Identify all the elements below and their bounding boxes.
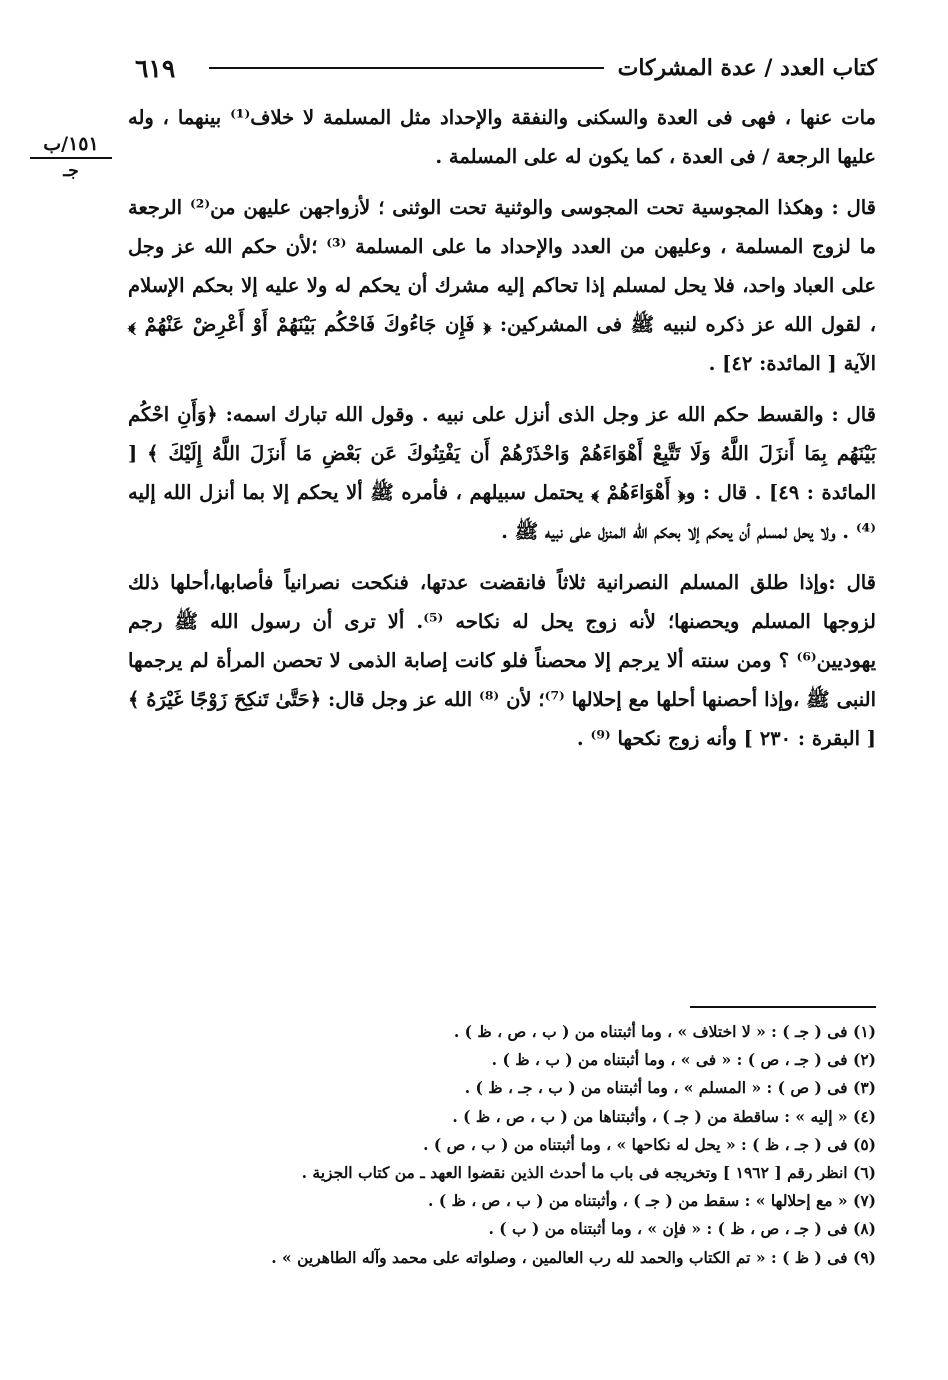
footnote: (١) فى ( جـ ) : « لا اختلاف » ، وما أثبتناه من ( ب ، ص ، ظ ) .	[453, 1022, 876, 1041]
paragraph-3	[128, 395, 876, 551]
footnote: (٣) فى ( ص ) : « المسلم » ، وما أثبتناه من ( ب ، جـ ، ظ ) .	[464, 1078, 876, 1098]
paragraph-lead: قال :	[831, 403, 876, 426]
footnote: (٦) انظر رقم [ ١٩٦٢ ] وتخريجه فى باب ما أحدث الذين نقضوا العهد ـ من كتاب الجزية .	[301, 1163, 876, 1183]
footnote-separator	[690, 1006, 876, 1008]
page-number: ٦١٩	[135, 53, 176, 83]
header-rule	[209, 67, 604, 69]
main-text	[128, 98, 876, 770]
paragraph-1	[128, 98, 876, 176]
margin-folio: ١٥١/ب	[30, 133, 112, 159]
margin-manuscript-siglum: جـ	[63, 161, 79, 181]
footnote: (٧) « مع إحلالها » : سقط من ( جـ ) ، وأثبتناه من ( ب ، ص ، ظ ) .	[428, 1191, 876, 1211]
paragraph-lead: قال :	[831, 196, 877, 219]
paragraph-4	[128, 563, 876, 758]
paragraph-text: وهكذا المجوسية تحت المجوسى والوثنية تحت الوثنى ؛ لأزواجهن عليهن من⁽²⁾ الرجعة ما لزوج المسلمة ، وعليهن من العدد والإحداد ما على المسلمة ⁽³⁾ ؛لأن حكم الله عز وجل على العباد واحد، فلا يحل لمسلم إذا تحاكم إليه مشرك أن يحكم له ولا عليه إلا بحكم الإسلام ، لقول الله عز ذكره لنبيه ﷺ فى المشركين: ﴿ فَإِن جَاءُوكَ فَاحْكُم بَيْنَهُمْ أَوْ أَعْرِضْ عَنْهُمْ ﴾ الآية [ المائدة: ٤٢] .	[128, 196, 876, 375]
footnotes	[128, 1018, 876, 1272]
footnote: (٤) « إليه » : ساقطة من ( جـ ) ، وأثبتناها من ( ب ، ص ، ظ ) .	[452, 1106, 876, 1126]
running-title: كتاب العدد / عدة المشركات	[617, 55, 877, 81]
paragraph-2	[128, 188, 876, 383]
paragraph-text: وإذا طلق المسلم النصرانية ثلاثاً فانقضت عدتها، فنكحت نصرانياً فأصابها،أحلها ذلك لزوجها المسلم ويحصنها؛ لأنه زوج يحل له نكاحه ⁽⁵⁾. ألا ترى أن رسول الله ﷺ رجم يهوديين⁽⁶⁾ ؟ ومن سنته ألا يرجم إلا محصناً فلو كانت إصابة الذمى لا تحصن المرأة لم يرجمها النبى ﷺ ،وإذا أحصنها أحلها مع إحلالها ⁽⁷⁾؛ لأن ⁽⁸⁾ الله عز وجل قال: ﴿حَتَّىٰ تَنكِحَ زَوْجًا غَيْرَهُ ﴾ [ البقرة : ٢٣٠ ] وأنه زوج نكحها ⁽⁹⁾ .	[128, 571, 876, 750]
footnote: (٢) فى ( جـ ، ص ) : « فى » ، وما أثبتناه من ( ب ، ظ ) .	[491, 1050, 876, 1070]
footnote: (٩) فى ( ظ ) : « تم الكتاب والحمد لله رب العالمين ، وصلواته على محمد وآله الطاهرين » .	[271, 1247, 876, 1267]
paragraph-lead: قال :	[828, 571, 876, 594]
paragraph-text: والقسط حكم الله عز وجل الذى أنزل على نبيه . وقول الله تبارك اسمه: ﴿وَأَنِ احْكُم بَيْنَهُم بِمَا أَنزَلَ اللَّهُ وَلَا تَتَّبِعْ أَهْوَاءَهُمْ وَاحْذَرْهُمْ أَن يَفْتِنُوكَ عَن بَعْضِ مَا أَنزَلَ اللَّهُ إِلَيْكَ ﴾ [ المائدة : ٤٩] . قال : و﴿ أَهْوَاءَهُمْ ﴾ يحتمل سبيلهم ، فأمره ﷺ ألا يحكم إلا بما أنزل الله إليه ⁽⁴⁾ . ولا يحل لمسلم أن يحكم إلا بحكم الله المنزل على نبيه ﷺ .	[128, 403, 876, 543]
footnote: (٥) فى ( جـ ، ظ ) : « يحل له نكاحها » ، وما أثبتناه من ( ب ، ص ) .	[423, 1134, 876, 1154]
paragraph-text: مات عنها ، فهى فى العدة والسكنى والنفقة والإحداد مثل المسلمة لا خلاف⁽¹⁾ بينهما ، وله عليها الرجعة / فى العدة ، كما يكون له على المسلمة .	[128, 106, 876, 168]
running-header	[135, 48, 877, 88]
margin-folio-marker	[30, 133, 112, 181]
footnote: (٨) فى ( جـ ، ص ، ظ ) : « فإن » ، وما أثبتناه من ( ب ) .	[488, 1219, 876, 1239]
